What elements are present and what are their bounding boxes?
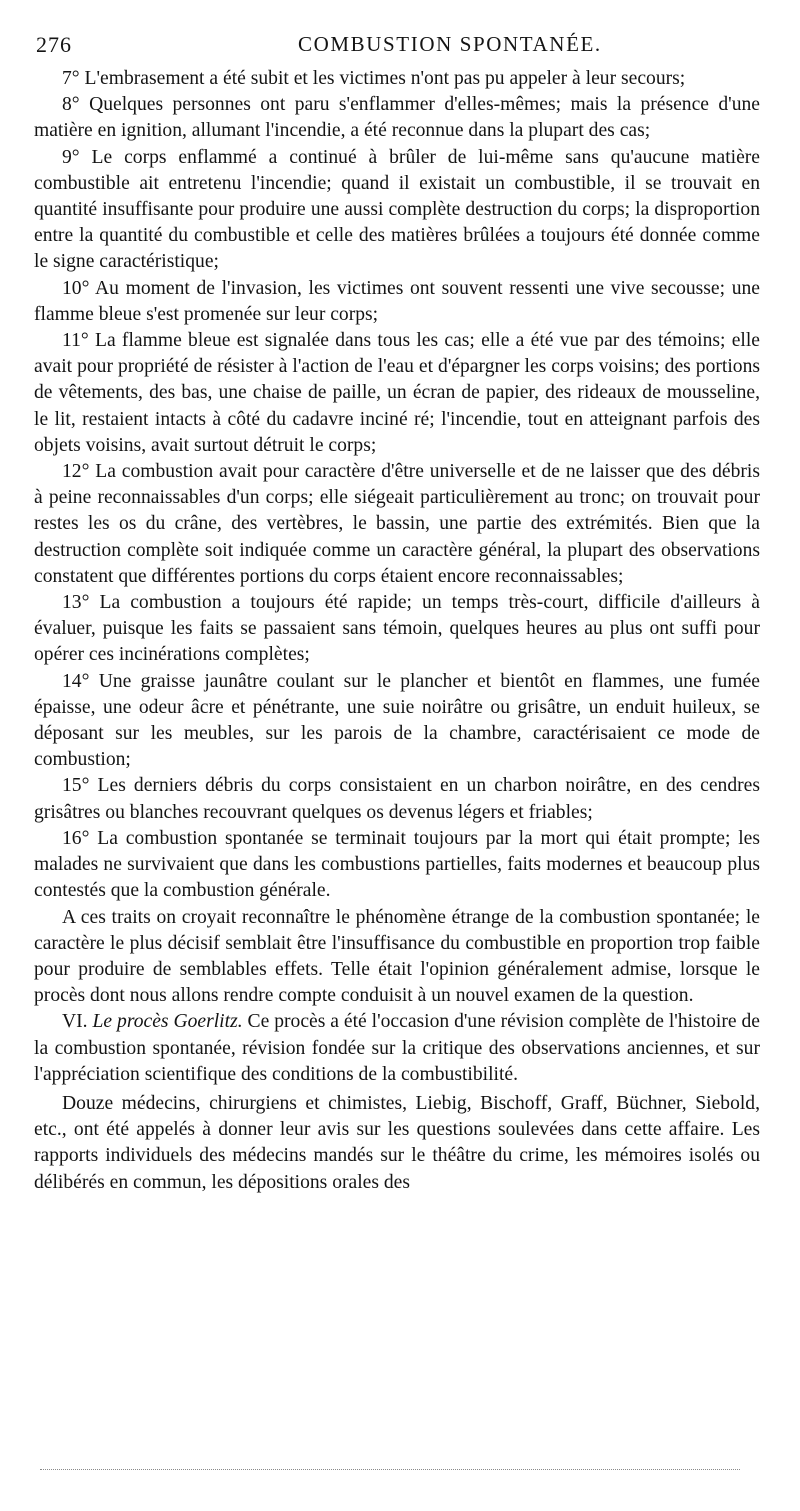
- list-item: [34, 826, 760, 905]
- item-number: 8°: [62, 94, 80, 116]
- item-text: Au moment de l'invasion, les victimes ont souvent ressenti une vive secousse; une flamme bleue s'est promenée sur leur corps;: [34, 277, 760, 325]
- item-text: La flamme bleue est signalée dans tous les cas; elle a été vue par des témoins; elle avait pour propriété de résister à l'action de l'eau et d'épargner les corps voisins; des portions de vêtements, des bas, une chaise de paille, un écran de papier, des rideaux de mousseline, le lit, restaient intacts à côté du cadavre inciné ré; l'incendie, tout en atteignant parfois des objets voisins, avait surtout détruit le corps;: [34, 330, 761, 456]
- body-text: [34, 66, 760, 1196]
- list-item: [34, 276, 760, 328]
- final-paragraph: Douze médecins, chirurgiens et chimistes, Liebig, Bischoff, Graff, Büchner, Siebold, etc., ont été appelés à donner leur avis sur les questions soulevées dans cette affaire. Les rapports individuels des médecins mandés sur le théâtre du crime, les mémoires isolés ou délibérés en commun, les dépositions orales des: [34, 1092, 760, 1193]
- section-title: Le procès Goerlitz.: [92, 1011, 243, 1033]
- section-vi-paragraph: [34, 1009, 760, 1088]
- item-number: 15°: [62, 775, 90, 797]
- page-header: [36, 30, 760, 60]
- footer-rule: [40, 1469, 740, 1470]
- item-text: Le corps enflammé a continué à brûler de lui-même sans qu'aucune matière combustible ait entretenu l'incendie; quand il existait un combustible, il se trouvait en quantité insuffisante pour produire une aussi complète destruction du corps; la disproportion entre la quantité du combustible et celle des matières brûlées a toujours été donnée comme le signe caractéristique;: [34, 146, 760, 273]
- item-text: Une graisse jaunâtre coulant sur le plancher et bientôt en flammes, une fumée épaisse, une odeur âcre et pénétrante, une suie noirâtre ou grisâtre, un enduit huileux, se déposant sur les meubles, sur les parois de la chambre, caractérisaient ce mode de combustion;: [34, 670, 760, 771]
- list-item: [34, 669, 760, 774]
- list-item: [34, 92, 760, 144]
- item-number: 13°: [62, 592, 90, 614]
- item-text: L'embrasement a été subit et les victimes n'ont pas pu appeler à leur secours;: [84, 68, 686, 89]
- item-number: 14°: [62, 670, 90, 692]
- running-title: COMBUSTION SPONTANÉE.: [298, 32, 602, 56]
- list-item: [34, 590, 760, 669]
- list-item: [34, 66, 760, 92]
- item-number: 9°: [62, 146, 80, 168]
- list-item: [34, 328, 760, 459]
- item-text: La combustion avait pour caractère d'être universelle et de ne laisser que des débris à peine reconnaissables d'un corps; elle siégeait particulièrement au tronc; on trouvait pour restes les os du crâne, des vertèbres, le bassin, une partie des extrémités. Bien que la destruction complète soit indiquée comme un caractère général, la plupart des observations constatent que différentes portions du corps étaient encore reconnaissables;: [34, 461, 760, 587]
- item-number: 11°: [62, 330, 89, 352]
- section-label: VI.: [62, 1011, 88, 1033]
- page-number: 276: [36, 32, 72, 57]
- item-number: 10°: [62, 277, 90, 299]
- item-number: 12°: [62, 461, 90, 483]
- item-text: Quelques personnes ont paru s'enflammer d'elles-mêmes; mais la présence d'une matière en ignition, allumant l'incendie, a été reconnue dans la plupart des cas;: [34, 94, 760, 142]
- list-item: [34, 773, 760, 825]
- item-text: La combustion spontanée se terminait toujours par la mort qui était prompte; les malades ne survivaient que dans les combustions partielles, faits modernes et beaucoup plus contestés que la combustion générale.: [34, 827, 760, 902]
- item-text: La combustion a toujours été rapide; un temps très-court, difficile d'ailleurs à évaluer, puisque les faits se passaient sans témoin, quelques heures au plus ont suffi pour opérer ces incinérations complètes;: [34, 592, 760, 666]
- summary-paragraph: A ces traits on croyait reconnaître le phénomène étrange de la combustion spontanée; le caractère le plus décisif semblait être l'insuffisance du combustible en proportion trop faible pour produire de semblables effets. Telle était l'opinion généralement admise, lorsque le procès dont nous allons rendre compte conduisit à un nouvel examen de la question.: [34, 906, 760, 1007]
- item-number: 7°: [62, 68, 80, 89]
- item-text: Les derniers débris du corps consistaient en un charbon noirâtre, en des cendres grisâtres ou blanches recouvrant quelques os devenus légers et friables;: [34, 775, 760, 823]
- section-text: Ce procès a été l'occasion d'une révision complète de l'histoire de la combustion spontanée, révision fondée sur la critique des observations anciennes, et sur l'appréciation scientifique des conditions de la combustibilité.: [34, 1011, 761, 1085]
- list-item: [34, 459, 760, 590]
- list-item: [34, 145, 760, 276]
- item-number: 16°: [62, 827, 90, 849]
